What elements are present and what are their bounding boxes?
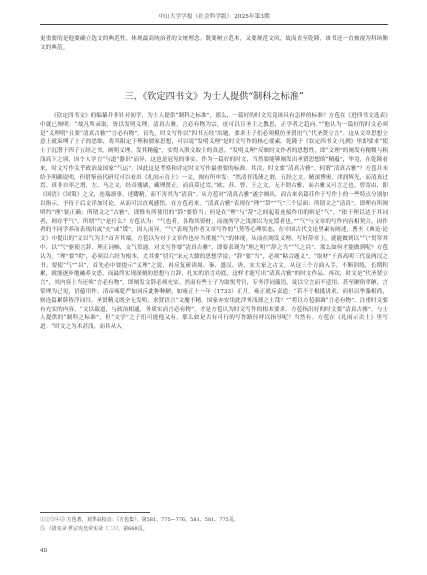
running-header: 中山大学学报（社会科学版） 2025年第3期 [158, 14, 270, 20]
section-heading: 三、《钦定四书文》为士人提供“制科之标准” [124, 91, 304, 102]
footnote-1: ①②③④⑤ 方苞著，刘季高校点：《方苞集》，第581、775—776、581、581、775页。 [40, 517, 239, 523]
body-text: 《钦定四书文》的编纂并非针对初学，为士人提供“制科之标准”，那么，一篇好的时文究竟该具有怎样的标准？方苞在《进四书文选表》中就已阐明：“故凡所录取，皆以发明义理，清真古雅，言必有物为宗，庶可以宣圣主之教思，正学者之趋向。”“他认为一篇好的时文必须是“义理明”且要“清真古雅”“言必有物”。首先，时文写作以“四书五经”出题，要求士子们必须模仿圣贤语气“代圣贤立言”。这从文章思想立意上就束缚了士子的思维，将其限定于理和儒家思想，可以说“发明义理”是时文写作的核心要素。乾隆于《钦定四书文·凡例》里即要求“使士子沉潜于四子五经之书，阐明义理，发其精蕴”，实得入股文取士的真意。“发明义理”反映时文作者的思想性，即“文理”的阐发有精微与粗浅高下之别，因个人学力“与道”器识”而异，这也是冠见的事实。作为一篇好的时文，当然要能够阐发出圣贤思想的“精蕴”，毕竟，在乾隆看来，时文写作关乎政治及国家“气运”，因此这是考察和评定时文写作最重要的标准。其次，时文要“清真古雅”。何谓“清真古雅”？方苞并未给予明确说明，但借鉴前代研究可以看出《礼闱示育士》一文，阐有所申发：“然清非浅薄之谓，五经之文，精深博奥，津润辉光，而清真过焉。真非自率之谓，左、马之文，经奇瑰谲，藏理贤正，而真莫过焉。”欧、苏、曾、王之文，无不谓古雅，而古雅又可言之也。曾寄由，即《国语》《国策》之文，连瑞凛事，述耀精，而不害其为“清真”。从方苞对“清真古雅”遂字阐出，而古来名篇佳作于写作上的一些特点分别加以指示，予待于后文详加讨论，从而可以直观感悟。在方苞看来，“清真古雅”表现在“理”“辞”“气”三个层面：所谓文之“清真”，即理有所阐明约“理”要正确；所谓文之“古雅”，即惟有所使用的“辞”要恰当；但是在“理”与“辞”之间起着连接作用的则是“气”，“依于理以达于其词者，则存乎气”。所谓“气”是什么？方苞认为：“气也者，各称其资材，而视所学之浅深以为充馁者也。”“气”与文章的写作内容相契合，因作者的不同学养而表现出或“充”或“馁”，因人而异。“气”表现为作者文章写作的气势等心理状态，在中国古代文论里素有阐述，曹丕《典论·论文》中提出的“文以气为主”首开其端。方苞以为对于文章作也应当重视“气”的体现，从而在阐发义理、写好辞章上，就能做到以“气”贯穿其中，以“气”驱使言辞，理正词畅，文气贯通。对文写作要“清真古雅”，即要表现为“理之明”“辞之当”“气之昌”。那么如何才能做到呢？方苞认为，“理”要“明”，必须以六经为根本，尤其要“切究”宋元大儒的思想学说；“辞”要“当”，必须“粘合题义”，“取材”于真高明三代及两汉之书；要使“气”“昌”，首先必中要提示“义理”之说，再反复研读周、秦、盛汉、唐、宋大家之古文。从这三个方面入手，不断训练，长期积累，就能逐步地融养文思，而最终实现深刻的思想与言辞、扎实的语言功底，这样才能写出“清真古雅”的时文作品。再次，时文是“代圣贤立言”，其内容上当还须“言必有物”，即阐发文辞必须充实。然而有些士子为取悦考官，专务浮词藻语，徒以空言而不适用，甚至陋俗卑陋，言常理为己见，语蕴用作。清帝雍乾严加词斥此种种陋，如雍正十一年（1733）正月，雍正就斥责道：“若不干根抵讲求，而但以华藻相尚，则连篇累牍皆浮词耳。圣贤精义既全无发明，求贤语言“文魔不精，国家亦安用此浮务浅薄之士哉？”“将以方苞强调“言必有物”，注重时文要有充实的内容，“文以载道，与政治相通，务质实而言必有物”，才是方苞认为时文写作的根本要求。方苞指出好的时文要“清真古雅”，与士人提供的“制科之标准”，但“文学”之子们可能他又有，那么如是否有可行的写作路径呼以指导呢？当然有。方苞在《礼闱示贡士》里写道：“时文之为术甚浅，而其从入 [40, 113, 388, 331]
footnote-rule [40, 512, 150, 513]
page-number: 40 [40, 548, 48, 554]
paragraph-intro: 更重要的是他要确立选文的典范性，体现最高统治者的文统理念。既要树立范本，又要规范文风，故而直至乾隆，该书还一直被视为科场衡文的典范。 [40, 36, 388, 51]
footnote-2: ⑤ 《清实录·世宗宪皇帝实录（二）》，第668页。 [40, 526, 148, 532]
header-rule [40, 24, 388, 25]
